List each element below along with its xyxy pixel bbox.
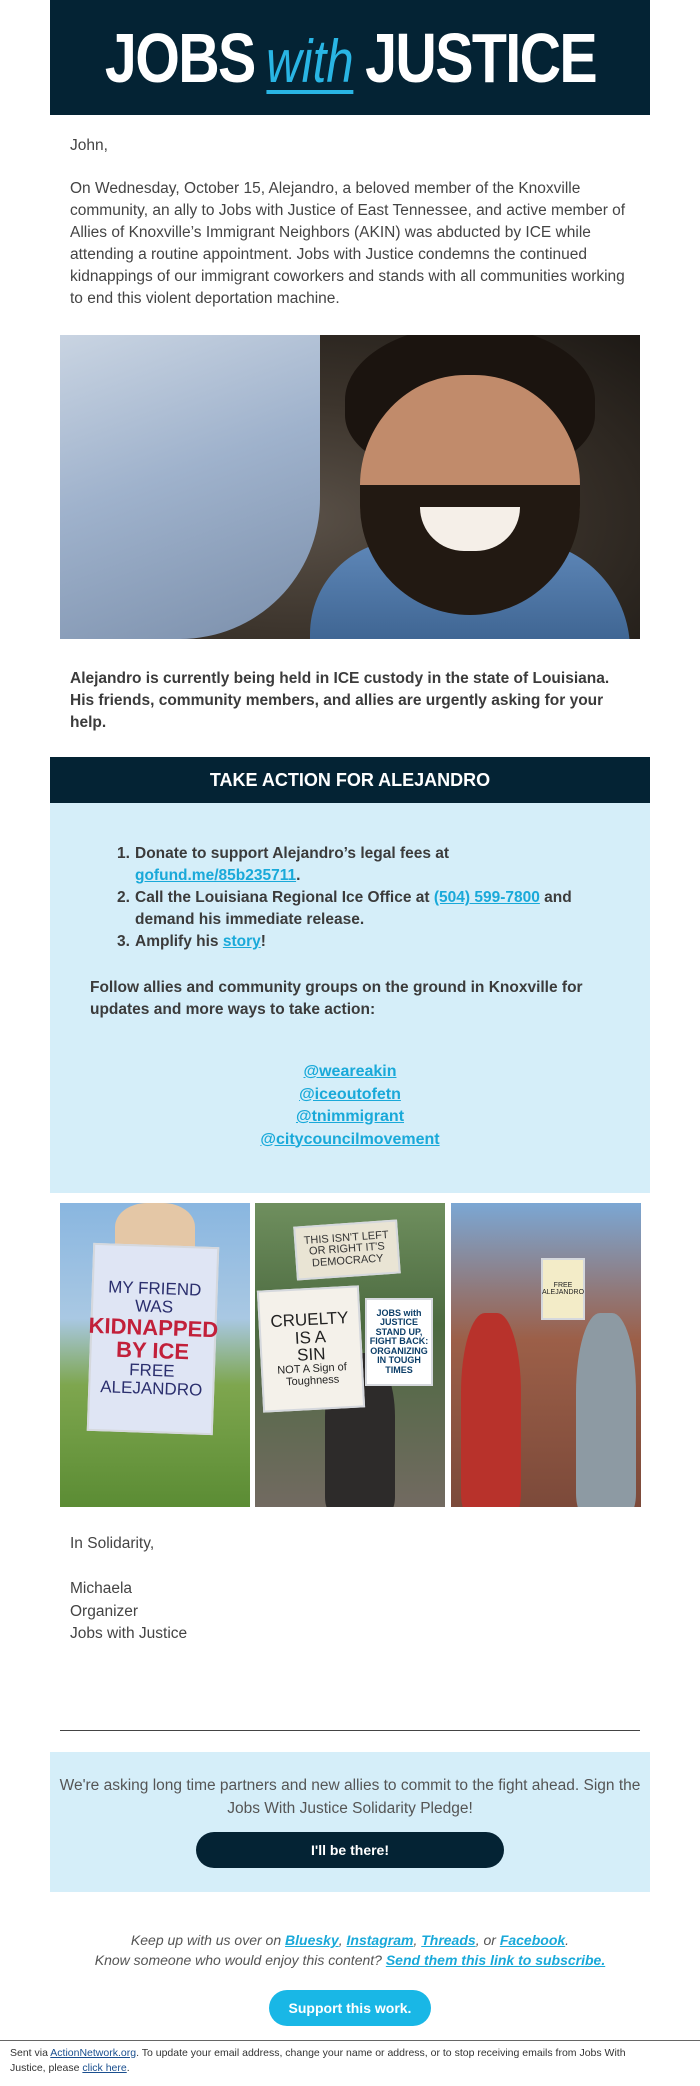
follow-paragraph: Follow allies and community groups on the ground in Knoxville for updates and more ways to take action: [90, 979, 583, 1018]
action-step: 2. Call the Louisiana Regional Ice Office at (504) 599-7800 and demand his immediate release. [117, 889, 572, 928]
handle-link-tnimmigrant[interactable]: @tnimmigrant [295, 1108, 405, 1125]
handle-link-iceoutofetn[interactable]: @iceoutofetn [299, 1085, 401, 1103]
rally-photo-2 [255, 1203, 445, 1507]
take-action-panel [50, 803, 650, 1193]
subscribe-link[interactable]: Send them this link to subscribe. [385, 1952, 606, 1968]
pledge-button[interactable]: I'll be there! [196, 1832, 504, 1868]
facebook-link[interactable]: Facebook [499, 1932, 566, 1948]
person-shape [576, 1313, 636, 1507]
jwj-sign: JOBS with JUSTICE STAND UP, FIGHT BACK: ORGANIZING IN TOUGH TIMES [365, 1298, 433, 1386]
person-shape [461, 1313, 521, 1507]
take-action-header: TAKE ACTION FOR ALEJANDRO [50, 757, 650, 803]
action-steps-list [117, 843, 605, 953]
handle-link-citycouncilmovement[interactable]: @citycouncilmovement [260, 1130, 440, 1148]
protest-sign: MY FRIEND WAS KIDNAPPED BY ICE FREE ALEJANDRO [87, 1243, 219, 1435]
story-link[interactable]: story [222, 933, 261, 950]
handle-link-weareakin[interactable]: @weareakin [303, 1063, 397, 1080]
greeting: John, [70, 137, 108, 154]
divider [60, 1730, 640, 1731]
footer-divider [0, 2040, 700, 2041]
gofundme-link[interactable]: gofund.me/85b235711 [135, 867, 297, 884]
support-button[interactable]: Support this work. [269, 1990, 431, 2026]
social-links: Keep up with us over on Bluesky, Instagram, Threads, or Facebook. Know someone who would enjoy this content? Send them this link to subscribe. [94, 1932, 606, 1968]
header-banner [50, 0, 650, 115]
threads-link[interactable]: Threads [421, 1932, 476, 1948]
intro-paragraph: On Wednesday, October 15, Alejandro, a beloved member of the Knoxville community, an ally to Jobs with Justice of East Tennessee, and active member of Allies of Knoxville’s Immigrant Neighbors (AKIN) was abducted by ICE while attending a routine appointment. Jobs with Justice condemns the continued kidnappings of our immigrant coworkers and stands with all communities working to end this violent deportation machine. [70, 180, 626, 307]
logo-jobs: JOBS [104, 18, 255, 97]
unsubscribe-link[interactable]: click here [82, 2062, 127, 2074]
bluesky-link[interactable]: Bluesky [285, 1932, 339, 1948]
action-step: 1. Donate to support Alejandro’s legal fees at gofund.me/85b235711. [117, 845, 450, 884]
social-handles [50, 1061, 650, 1151]
protest-sign: CRUELTY IS A SIN NOT A Sign of Toughness [257, 1285, 365, 1412]
custody-paragraph: Alejandro is currently being held in ICE custody in the state of Louisiana. His friends, community members, and allies are urgently asking for your help. [70, 670, 610, 731]
logo-with: with [265, 27, 354, 95]
rally-photo-3 [451, 1203, 641, 1507]
rally-photo-1 [60, 1203, 250, 1507]
protest-sign: FREE ALEJANDRO [541, 1258, 585, 1320]
hero-photo [60, 335, 640, 639]
actionnetwork-link[interactable]: ActionNetwork.org [50, 2047, 137, 2059]
sender-role: Organizer [70, 1602, 139, 1620]
protest-sign: THIS ISN'T LEFT OR RIGHT IT'S DEMOCRACY [293, 1219, 401, 1280]
phone-link[interactable]: (504) 599-7800 [433, 889, 540, 906]
jobs-with-justice-logo [104, 18, 595, 98]
signature-block [70, 1533, 630, 1646]
action-step: 3. Amplify his story! [117, 933, 266, 950]
blanket-shape [60, 335, 320, 639]
pledge-panel [50, 1752, 650, 1892]
sender-name: Michaela [70, 1580, 133, 1597]
footer: Sent via ActionNetwork.org. To update your email address, change your name or address, or to stop receiving emails from Jobs With Justice, please click here. [10, 2047, 626, 2074]
sender-org: Jobs with Justice [70, 1625, 188, 1642]
logo-justice: JUSTICE [364, 18, 596, 97]
pledge-text: We're asking long time partners and new allies to commit to the fight ahead. Sign the Jobs With Justice Solidarity Pledge! [59, 1777, 641, 1817]
sign-off: In Solidarity, [70, 1535, 155, 1552]
instagram-link[interactable]: Instagram [346, 1932, 414, 1948]
